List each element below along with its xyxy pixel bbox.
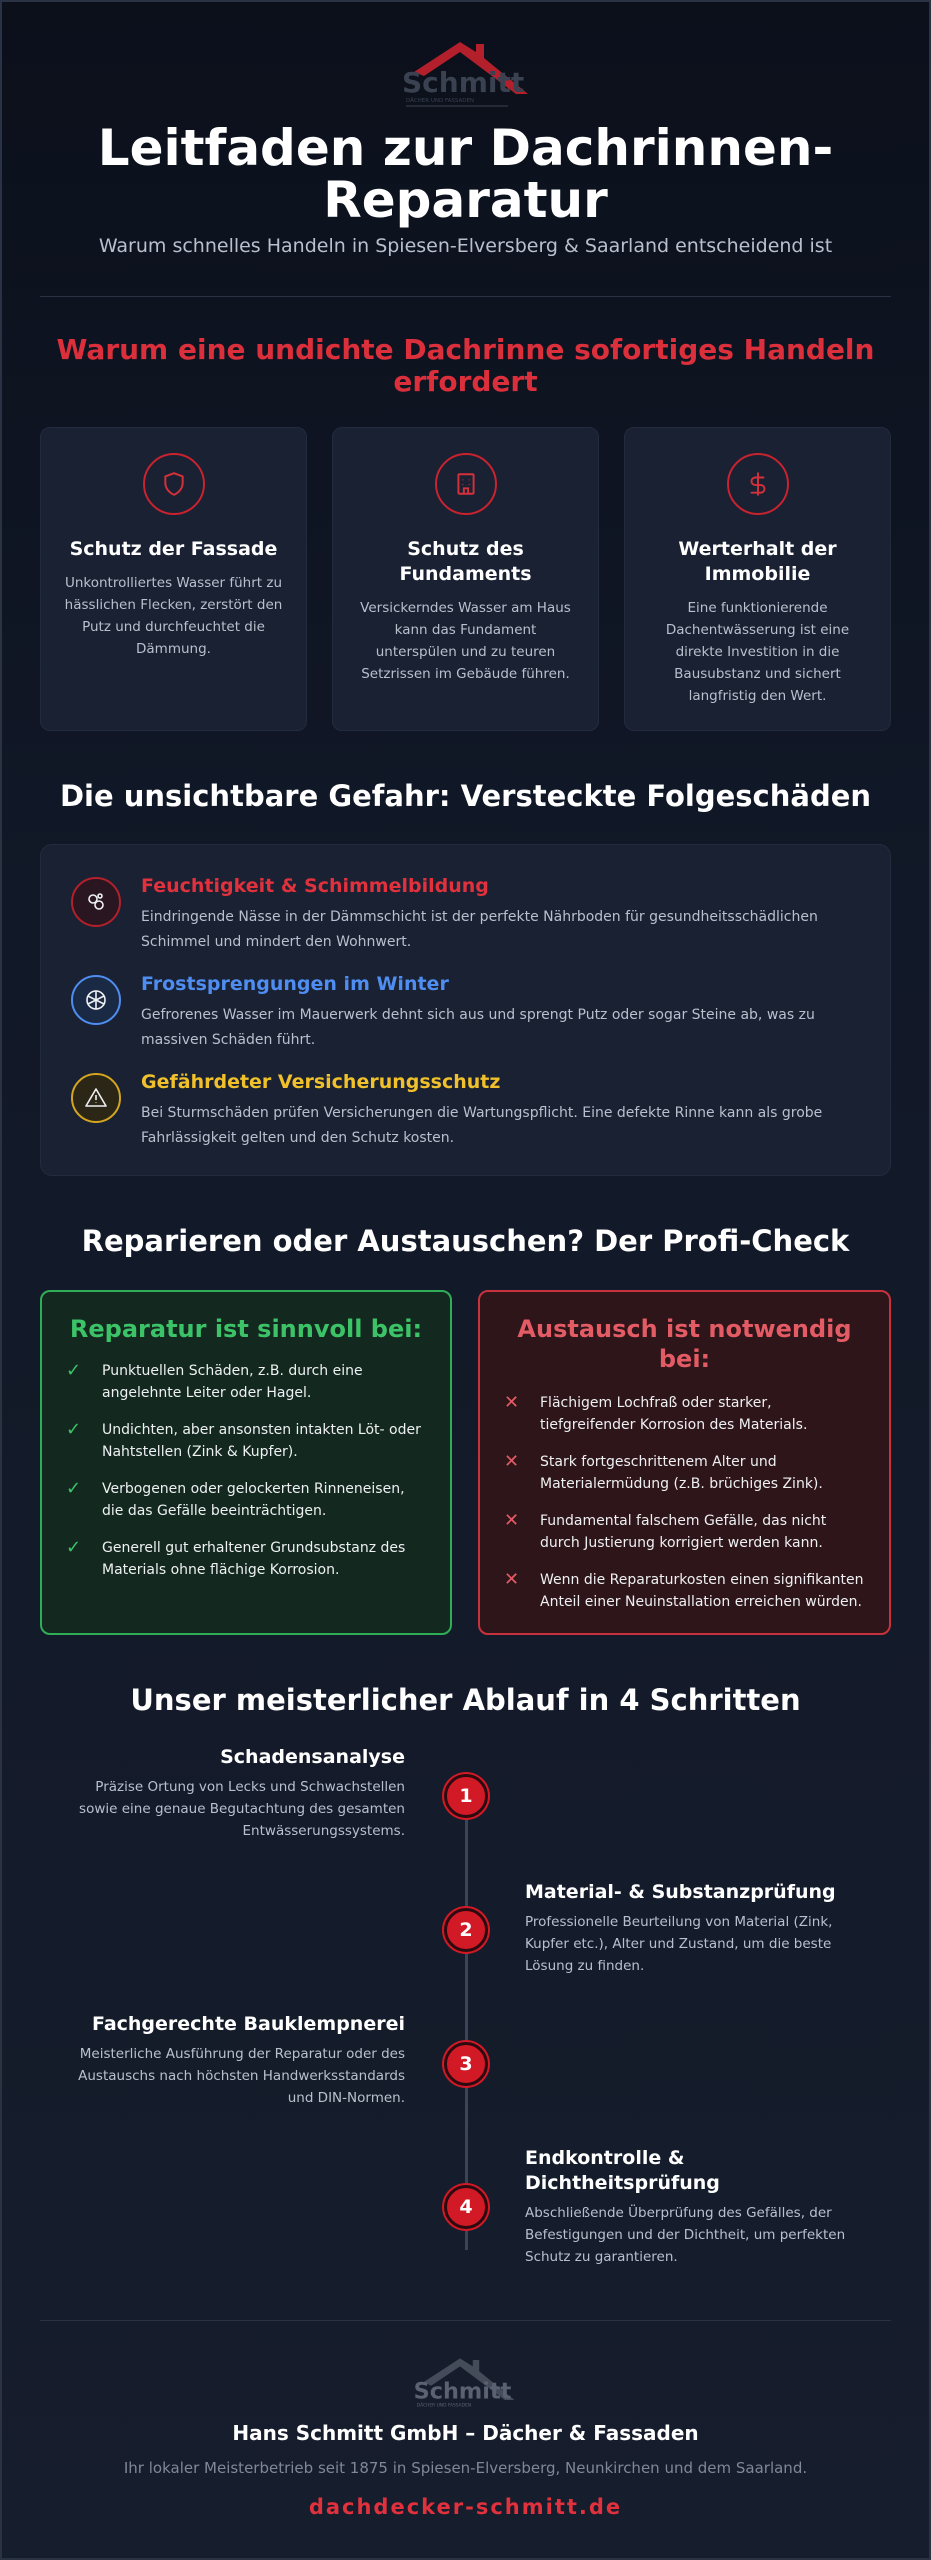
list-item: ✓ Undichten, aber ansonsten intakten Löt- oder Nahtstellen (Zink & Kupfer).: [66, 1419, 421, 1460]
repair-list: [66, 1360, 426, 1581]
snowflake-icon: [71, 975, 121, 1025]
step-4: [525, 2146, 855, 2268]
x-icon: ✕: [504, 1569, 520, 1590]
card-facade: [40, 427, 307, 731]
step-number-1: 1: [444, 1774, 488, 1818]
step-title: Fachgerechte Bauklempnerei: [91, 2013, 405, 2035]
danger-title: Feuchtigkeit & Schimmelbildung: [141, 875, 489, 897]
divider: [40, 2320, 891, 2321]
step-number-4: 4: [444, 2185, 488, 2229]
replace-list: [504, 1392, 865, 1613]
danger-item-mold: [71, 875, 861, 965]
check-icon: ✓: [66, 1360, 82, 1381]
timeline-line: [465, 1780, 468, 2250]
svg-text:Schmitt: Schmitt: [402, 66, 525, 99]
step-text: Abschließende Überprüfung des Gefälles, der Befestigungen und der Dichtheit, um perfekten Schutz zu garantieren.: [525, 2205, 846, 2265]
step-1: [65, 1745, 405, 1842]
check-icon: ✓: [66, 1537, 82, 1558]
check-heading: Reparieren oder Austauschen? Der Profi-Check: [81, 1224, 850, 1258]
step-text: Professionelle Beurteilung von Material (Zink, Kupfer etc.), Alter und Zustand, um die beste Lösung zu finden.: [525, 1914, 833, 1974]
repair-title: Reparatur ist sinnvoll bei:: [69, 1315, 423, 1343]
list-item: ✓ Punktuellen Schäden, z.B. durch eine angelehnte Leiter oder Hagel.: [66, 1360, 363, 1401]
footer-website-link[interactable]: dachdecker-schmitt.de: [308, 2495, 623, 2519]
divider: [40, 296, 891, 297]
list-item: ✕ Fundamental falschem Gefälle, das nicht durch Justierung korrigiert werden kann.: [504, 1510, 827, 1551]
check-icon: ✓: [66, 1419, 82, 1440]
card-text: Versickerndes Wasser am Haus kann das Fundament unterspülen und zu teuren Setzrissen im Gebäude führen.: [360, 600, 571, 682]
footer-logo: [412, 2354, 516, 2414]
step-text: Präzise Ortung von Lecks und Schwachstellen sowie eine genaue Begutachtung des gesamten Entwässerungssystems.: [79, 1779, 405, 1839]
danger-item-insurance: [71, 1071, 861, 1161]
step-number-2: 2: [444, 1908, 488, 1952]
danger-text: Gefrorenes Wasser im Mauerwerk dehnt sich aus und sprengt Putz oder sogar Steine ab, was zu massiven Schäden führt.: [141, 1007, 815, 1048]
dollar-icon: [727, 453, 789, 515]
list-item: ✕ Wenn die Reparaturkosten einen signifikanten Anteil einer Neuinstallation erreichen würden.: [504, 1569, 864, 1610]
building-icon: [435, 453, 497, 515]
step-2: [525, 1880, 865, 1977]
list-item: ✕ Stark fortgeschrittenem Alter und Materialermüdung (z.B. brüchiges Zink).: [504, 1451, 823, 1492]
list-item: ✕ Flächigem Lochfraß oder starker, tiefgreifender Korrosion des Materials.: [504, 1392, 808, 1433]
danger-text: Bei Sturmschäden prüfen Versicherungen die Wartungspflicht. Eine defekte Rinne kann als grobe Fahrlässigkeit gelten und den Schutz kosten.: [141, 1105, 823, 1146]
card-text: Unkontrolliertes Wasser führt zu hässlichen Flecken, zerstört den Putz und durchfeuchtet die Dämmung.: [64, 575, 283, 657]
footer-company: Hans Schmitt GmbH – Dächer & Fassaden: [232, 2421, 699, 2445]
replace-box: [478, 1290, 891, 1635]
step-title: Endkontrolle & Dichtheitsprüfung: [525, 2147, 720, 2194]
footer-tagline: Ihr lokaler Meisterbetrieb seit 1875 in Spiesen-Elversberg, Neunkirchen und dem Saarland.: [123, 2459, 808, 2477]
mold-icon: [71, 877, 121, 927]
shield-icon: [143, 453, 205, 515]
step-title: Schadensanalyse: [220, 1746, 405, 1768]
danger-text: Eindringende Nässe in der Dämmschicht ist der perfekte Nährboden für gesundheitsschädlichen Schimmel und mindert den Wohnwert.: [141, 909, 818, 950]
card-text: Eine funktionierende Dachentwässerung ist eine direkte Investition in die Bausubstanz und sichert langfristig den Wert.: [665, 600, 850, 704]
warning-icon: [71, 1073, 121, 1123]
card-value: [624, 427, 891, 731]
company-logo: [400, 38, 530, 110]
repair-box: [40, 1290, 452, 1635]
process-heading: Unser meisterlicher Ablauf in 4 Schritten: [130, 1683, 801, 1717]
list-item: ✓ Generell gut erhaltener Grundsubstanz des Materials ohne flächige Korrosion.: [66, 1537, 406, 1578]
svg-text:DÄCHER UND FASSADEN: DÄCHER UND FASSADEN: [416, 2403, 472, 2409]
danger-title: Gefährdeter Versicherungsschutz: [141, 1071, 501, 1093]
card-title: Werterhalt der Immobilie: [678, 538, 837, 585]
danger-item-frost: [71, 973, 861, 1063]
step-3: [65, 2012, 405, 2109]
x-icon: ✕: [504, 1392, 520, 1413]
check-icon: ✓: [66, 1478, 82, 1499]
list-item: ✓ Verbogenen oder gelockerten Rinneneisen, die das Gefälle beeinträchtigen.: [66, 1478, 405, 1519]
step-text: Meisterliche Ausführung der Reparatur oder des Austauschs nach höchsten Handwerksstandards und DIN-Normen.: [78, 2046, 405, 2106]
card-foundation: [332, 427, 599, 731]
svg-text:Schmitt: Schmitt: [413, 2378, 512, 2405]
page-subtitle: Warum schnelles Handeln in Spiesen-Elversberg & Saarland entscheidend ist: [98, 235, 833, 257]
step-title: Material- & Substanzprüfung: [525, 1881, 836, 1903]
svg-text:DÄCHER UND FASSADEN: DÄCHER UND FASSADEN: [406, 98, 475, 104]
step-number-3: 3: [444, 2042, 488, 2086]
card-title: Schutz der Fassade: [69, 538, 278, 560]
x-icon: ✕: [504, 1510, 520, 1531]
page-title: Leitfaden zur Dachrinnen-Reparatur: [97, 119, 834, 229]
dangers-heading: Die unsichtbare Gefahr: Versteckte Folgeschäden: [59, 779, 872, 813]
card-title: Schutz des Fundaments: [399, 538, 532, 585]
dangers-box: [40, 844, 891, 1176]
why-heading: Warum eine undichte Dachrinne sofortiges Handeln erfordert: [56, 333, 875, 398]
x-icon: ✕: [504, 1451, 520, 1472]
replace-title: Austausch ist notwendig bei:: [517, 1315, 852, 1373]
danger-title: Frostsprengungen im Winter: [141, 973, 449, 995]
